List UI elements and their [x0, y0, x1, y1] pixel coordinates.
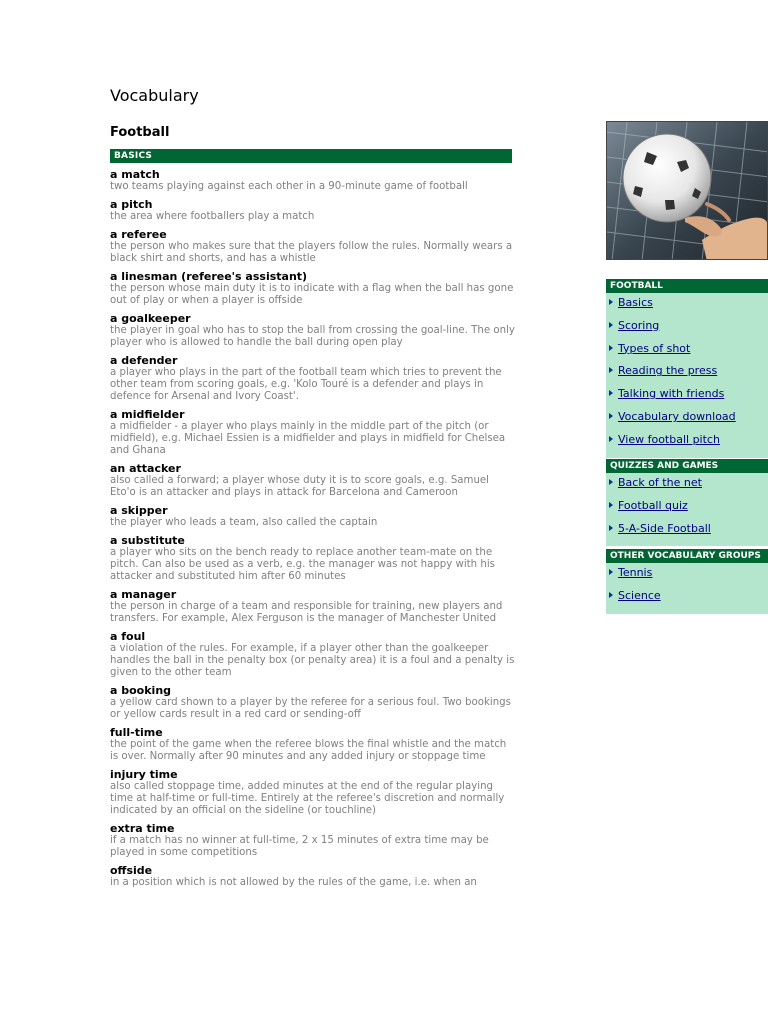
- sidebar-link-basics[interactable]: [606, 296, 768, 319]
- arrow-right-icon: [609, 345, 613, 351]
- vocab-term: a defender: [110, 354, 178, 367]
- sidebar-link-label[interactable]: Tennis: [618, 566, 653, 579]
- sidebar-link-label[interactable]: Back of the net: [618, 476, 702, 489]
- arrow-right-icon: [609, 413, 613, 419]
- sidebar-link-label[interactable]: Types of shot: [618, 341, 691, 355]
- vocab-term: a manager: [110, 588, 177, 601]
- vocab-definition: a yellow card shown to a player by the referee for a serious foul. Two bookings or yellow cards result in a red card or sending-off: [110, 697, 511, 720]
- sidebar-link-back-of-the-net[interactable]: [606, 476, 768, 499]
- arrow-right-icon: [609, 322, 613, 328]
- vocab-entry: [110, 685, 515, 721]
- vocab-definition: the player in goal who has to stop the ball from crossing the goal-line. The only player who is allowed to handle the ball during open play: [110, 325, 515, 348]
- vocab-definition: a violation of the rules. For example, if a player other than the goalkeeper handles the ball in the penalty box (or penalty area) it is a foul and a penalty is given to the other team: [110, 643, 515, 678]
- vocab-definition: if a match has no winner at full-time, 2 x 15 minutes of extra time may be played in some competitions: [110, 835, 489, 858]
- sidebar-link-label[interactable]: Talking with friends: [618, 387, 725, 401]
- vocab-entry: [110, 229, 515, 265]
- vocab-term: a match: [110, 168, 160, 181]
- vocab-definition: two teams playing against each other in a 90-minute game of football: [110, 181, 468, 192]
- vocab-entry: [110, 505, 515, 529]
- vocab-entry: [110, 727, 515, 763]
- sidebar-link-label[interactable]: Football quiz: [618, 498, 688, 512]
- sidebar-heading-quizzes: QUIZZES AND GAMES: [606, 459, 768, 473]
- sidebar-heading-other-groups: OTHER VOCABULARY GROUPS: [606, 549, 768, 563]
- sidebar-link-label[interactable]: 5-A-Side Football: [618, 521, 711, 535]
- sidebar-link-talking-with-friends[interactable]: [606, 387, 768, 410]
- vocab-term: extra time: [110, 822, 175, 835]
- arrow-right-icon: [609, 479, 613, 485]
- sidebar-football: [606, 279, 768, 458]
- arrow-right-icon: [609, 367, 613, 373]
- arrow-right-icon: [609, 299, 613, 305]
- vocab-term: a booking: [110, 684, 172, 697]
- vocab-entry: [110, 769, 515, 817]
- vocab-definition: the person in charge of a team and responsible for training, new players and transfers. For example, Alex Ferguson is the manager of Manchester United: [110, 601, 503, 624]
- sidebar-link-label[interactable]: Basics: [618, 296, 653, 309]
- vocabulary-list: [110, 169, 515, 895]
- sidebar-heading-football: FOOTBALL: [606, 279, 768, 293]
- vocab-term: a skipper: [110, 504, 168, 517]
- sidebar-link-reading-the-press[interactable]: [606, 364, 768, 387]
- sidebar-link-label[interactable]: View football pitch: [618, 432, 720, 446]
- vocab-definition: a midfielder - a player who plays mainly in the middle part of the pitch (or midfield), e.g. Michael Essien is a midfielder and plays in midfield for Chelsea and Ghana: [110, 421, 506, 456]
- vocab-definition: a player who plays in the part of the football team which tries to prevent the other team from scoring goals, e.g. 'Kolo Touré is a defender and plays in defence for Arsenal and Ivory Coast'.: [110, 367, 502, 402]
- arrow-right-icon: [609, 502, 613, 508]
- vocab-definition: also called a forward; a player whose duty it is to score goals, e.g. Samuel Eto'o is an attacker and plays in attack for Barcelona and Cameroon: [110, 475, 490, 498]
- football-photo: [606, 121, 768, 260]
- sidebar-football-links: [606, 293, 768, 458]
- vocab-term: full-time: [110, 726, 163, 739]
- sidebar-link-tennis[interactable]: [606, 566, 768, 589]
- sidebar-link-label[interactable]: Science: [618, 588, 661, 602]
- vocab-entry: [110, 199, 515, 223]
- arrow-right-icon: [609, 436, 613, 442]
- vocab-term: a midfielder: [110, 408, 185, 421]
- vocab-entry: [110, 355, 515, 403]
- sidebar-link-label[interactable]: Vocabulary download: [618, 409, 736, 423]
- vocab-entry: [110, 589, 515, 625]
- sidebar-other-groups-links: [606, 563, 768, 614]
- vocab-entry: [110, 409, 515, 457]
- sidebar-link-label[interactable]: Scoring: [618, 318, 660, 332]
- vocab-term: injury time: [110, 768, 178, 781]
- vocab-term: an attacker: [110, 462, 181, 475]
- vocab-definition: the area where footballers play a match: [110, 211, 315, 222]
- basics-heading-bar: BASICS: [110, 149, 512, 163]
- sidebar-link-5-a-side-football[interactable]: [606, 522, 768, 545]
- vocab-term: a referee: [110, 228, 167, 241]
- vocab-definition: also called stoppage time, added minutes at the end of the regular playing time at half-time or full-time. Entirely at the referee's discretion and normally indicated by an official on the sideline (or touchline): [110, 781, 505, 816]
- page-title: Vocabulary: [110, 86, 199, 105]
- sidebar-link-scoring[interactable]: [606, 319, 768, 342]
- sidebar-quizzes-links: [606, 473, 768, 546]
- vocab-entry: [110, 865, 515, 889]
- vocab-term: a foul: [110, 630, 146, 643]
- arrow-right-icon: [609, 525, 613, 531]
- sidebar-link-football-quiz[interactable]: [606, 499, 768, 522]
- vocab-entry: [110, 631, 515, 679]
- arrow-right-icon: [609, 592, 613, 598]
- vocab-term: offside: [110, 864, 153, 877]
- arrow-right-icon: [609, 390, 613, 396]
- vocab-entry: [110, 271, 515, 307]
- vocab-term: a pitch: [110, 198, 153, 211]
- vocab-definition: a player who sits on the bench ready to replace another team-mate on the pitch. Can also be used as a verb, e.g. the manager was not happy with his attacker and substituted him after 60 minutes: [110, 547, 495, 582]
- sidebar-other-groups: [606, 549, 768, 614]
- vocab-entry: [110, 535, 515, 583]
- sidebar-link-label[interactable]: Reading the press: [618, 364, 718, 378]
- vocab-term: a goalkeeper: [110, 312, 191, 325]
- vocab-definition: the player who leads a team, also called the captain: [110, 517, 378, 528]
- vocab-term: a linesman (referee's assistant): [110, 270, 308, 283]
- sidebar-link-vocabulary-download[interactable]: [606, 410, 768, 433]
- vocab-term: a substitute: [110, 534, 185, 547]
- vocab-definition: in a position which is not allowed by the rules of the game, i.e. when an: [110, 877, 477, 888]
- vocab-entry: [110, 169, 515, 193]
- football-image-icon: [607, 122, 768, 260]
- vocab-entry: [110, 823, 515, 859]
- vocab-entry: [110, 313, 515, 349]
- vocab-definition: the person whose main duty it is to indicate with a flag when the ball has gone out of play or when a player is offside: [110, 283, 514, 306]
- arrow-right-icon: [609, 569, 613, 575]
- sidebar-link-types-of-shot[interactable]: [606, 342, 768, 365]
- vocab-definition: the point of the game when the referee blows the final whistle and the match is over. Normally after 90 minutes and any added injury or stoppage time: [110, 739, 507, 762]
- sidebar-link-view-football-pitch[interactable]: [606, 433, 768, 456]
- sidebar-link-science[interactable]: [606, 589, 768, 612]
- vocab-definition: the person who makes sure that the players follow the rules. Normally wears a black shirt and shorts, and has a whistle: [110, 241, 513, 264]
- sidebar-quizzes: [606, 459, 768, 546]
- vocab-entry: [110, 463, 515, 499]
- section-title: Football: [110, 125, 170, 140]
